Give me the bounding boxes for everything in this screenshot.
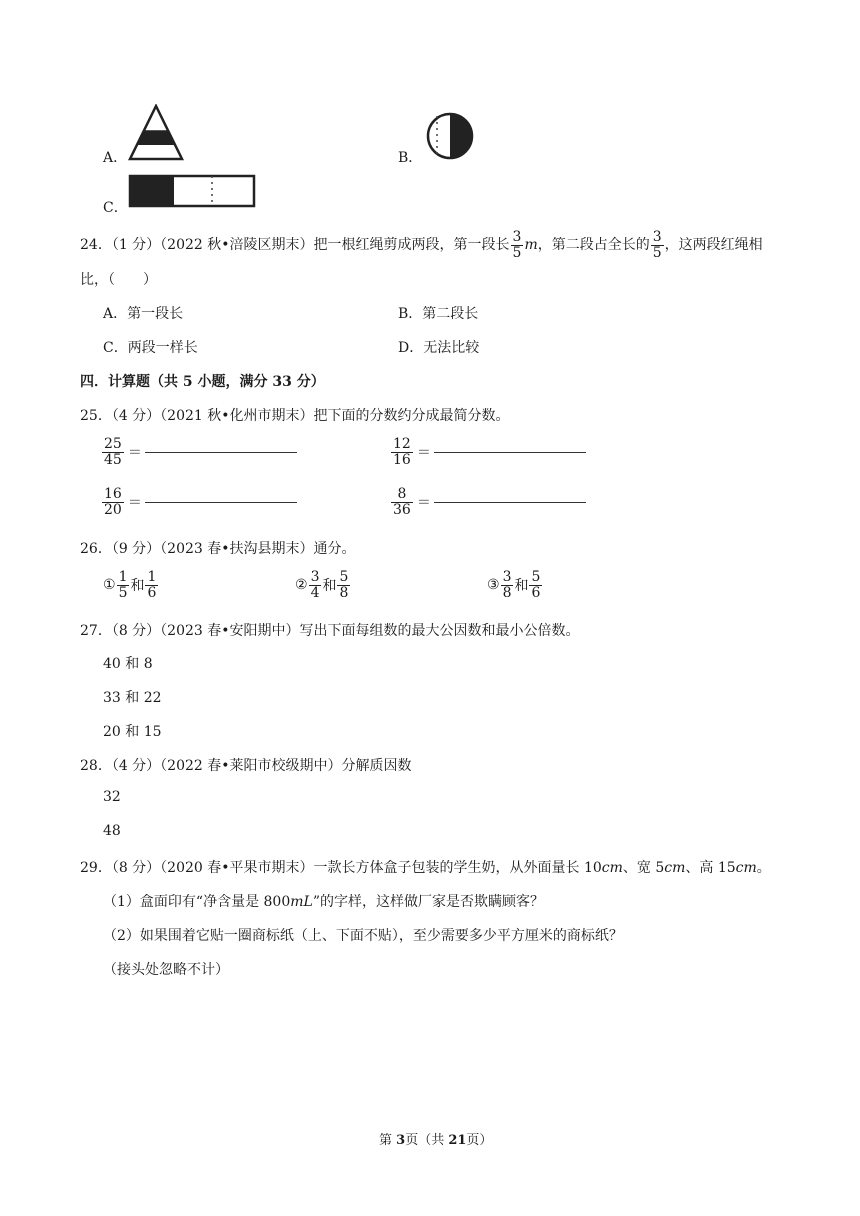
q28-item: 48 xyxy=(103,823,121,839)
circle-figure xyxy=(424,112,476,160)
question-25: 25．（4 分）（2021 秋•化州市期末）把下面的分数约分成最简分数。 xyxy=(80,408,510,424)
q26-item: ② $\frac{3}{4}$ 和 $\frac{5}{8}$ xyxy=(295,569,349,601)
q27-item: 20 和 15 xyxy=(103,724,162,740)
question-27: 27．（8 分）（2023 春•安阳期中）写出下面每组数的最大公因数和最小公倍数。 xyxy=(80,623,580,639)
q25-item: $\frac{12}{16}$ ＝ xyxy=(390,437,586,467)
answer-blank[interactable] xyxy=(434,452,586,453)
q26-item: ① $\frac{1}{5}$ 和 $\frac{1}{6}$ xyxy=(103,569,157,601)
q24-option-c: C．两段一样长 xyxy=(103,340,198,356)
answer-blank[interactable] xyxy=(145,452,297,453)
option-c-label: C． xyxy=(103,200,128,216)
q25-item: $\frac{8}{36}$ ＝ xyxy=(390,487,586,517)
q27-item: 33 和 22 xyxy=(103,690,162,706)
question-24 xyxy=(80,230,763,260)
q28-item: 32 xyxy=(103,789,121,805)
section-title: 四．计算题（共 5 小题，满分 33 分） xyxy=(80,374,325,390)
q24-option-a: A．第一段长 xyxy=(103,306,184,322)
answer-blank[interactable] xyxy=(434,502,586,503)
triangle-figure xyxy=(128,104,184,162)
q27-item: 40 和 8 xyxy=(103,656,153,672)
fraction: $\frac{3}{5}$ xyxy=(512,229,522,261)
fraction: $\frac{3}{5}$ xyxy=(652,229,662,261)
q24-suffix: ，这两段红绳相 xyxy=(664,237,763,254)
q24-option-b: B．第二段长 xyxy=(398,306,479,322)
q24-line2: 比，（ ） xyxy=(80,272,157,288)
q24-option-d: D．无法比较 xyxy=(398,340,480,356)
q26-item: ③ $\frac{3}{8}$ 和 $\frac{5}{6}$ xyxy=(487,569,541,601)
q25-item: $\frac{25}{45}$ ＝ xyxy=(101,437,297,467)
question-26: 26．（9 分）（2023 春•扶沟县期末）通分。 xyxy=(80,541,356,557)
question-29: 29．（8 分）（2020 春•平果市期末）一款长方体盒子包装的学生奶，从外面量长 10cm、宽 5cm、高 15cm。 xyxy=(80,860,771,876)
unit: m xyxy=(524,237,538,254)
q24-prefix: 24．（1 分）（2022 秋•涪陵区期末）把一根红绳剪成两段，第一段长 xyxy=(80,237,510,254)
page-footer: 第 3页（共 21页） xyxy=(379,1133,493,1148)
q29-subquestion-2: （2）如果围着它贴一圈商标纸（上、下面不贴），至少需要多少平方厘米的商标纸？ xyxy=(103,928,623,944)
total-pages: 21 xyxy=(448,1133,467,1148)
q29-note: （接头处忽略不计） xyxy=(103,962,229,978)
page-number: 3 xyxy=(396,1133,406,1148)
option-b-label: B． xyxy=(398,150,423,166)
answer-blank[interactable] xyxy=(145,502,297,503)
q29-subquestion-1: （1）盒面印有“净含量是 800mL”的字样，这样做厂家是否欺瞒顾客？ xyxy=(103,894,544,910)
question-28: 28．（4 分）（2022 春•莱阳市校级期中）分解质因数 xyxy=(80,758,412,774)
rectangle-figure xyxy=(128,174,256,208)
q24-mid: ，第二段占全长的 xyxy=(537,237,650,254)
option-a-label: A． xyxy=(103,150,128,166)
q25-item: $\frac{16}{20}$ ＝ xyxy=(101,487,297,517)
